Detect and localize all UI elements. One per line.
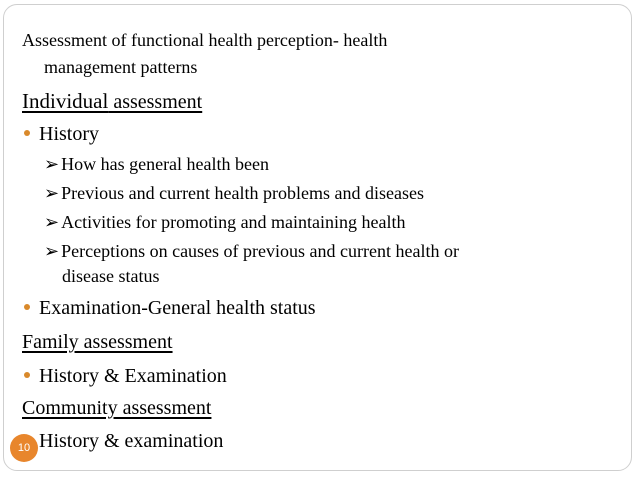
- sub-item-2: [44, 183, 424, 204]
- family-item-label: History & Examination: [39, 365, 227, 387]
- sub-item-3: [44, 212, 406, 233]
- arrow-bullet-icon: ➢: [44, 241, 60, 261]
- family-assessment-heading: [22, 331, 173, 354]
- slide-title-line1: Assessment of functional health perception- health: [22, 30, 388, 50]
- family-history-item: [24, 365, 227, 388]
- individual-assessment-heading: [22, 89, 202, 114]
- sub-item-4: [44, 241, 459, 262]
- individual-heading-suffix: assessment: [108, 91, 203, 113]
- sub-item-text: How has general health been: [61, 154, 270, 174]
- sub-item-1: [44, 154, 269, 175]
- history-label: History: [39, 123, 99, 145]
- sub-item-text: Perceptions on causes of previous and current health or: [61, 241, 459, 261]
- bullet-icon: [24, 372, 30, 378]
- page-number-badge: 10: [10, 434, 38, 462]
- family-heading-text: Family assessment: [22, 331, 173, 353]
- arrow-bullet-icon: ➢: [44, 154, 60, 174]
- arrow-bullet-icon: ➢: [44, 183, 60, 203]
- individual-heading-text: Individual: [22, 89, 109, 113]
- bullet-icon: [24, 130, 30, 136]
- community-assessment-heading: [22, 397, 211, 420]
- sub-item-text: Previous and current health problems and diseases: [61, 183, 424, 203]
- community-item-label: History & examination: [39, 430, 224, 452]
- bullet-icon: [24, 304, 30, 310]
- history-item: [24, 123, 99, 146]
- examination-item: [24, 297, 316, 320]
- community-heading-text: Community assessment: [22, 397, 212, 419]
- sub-item-4-continuation: disease status: [62, 266, 160, 286]
- sub-item-text: Activities for promoting and maintaining health: [61, 212, 406, 232]
- arrow-bullet-icon: ➢: [44, 212, 60, 232]
- slide-title-line2: management patterns: [44, 57, 198, 77]
- community-history-item: [24, 430, 223, 453]
- examination-label: Examination-General health status: [39, 297, 316, 319]
